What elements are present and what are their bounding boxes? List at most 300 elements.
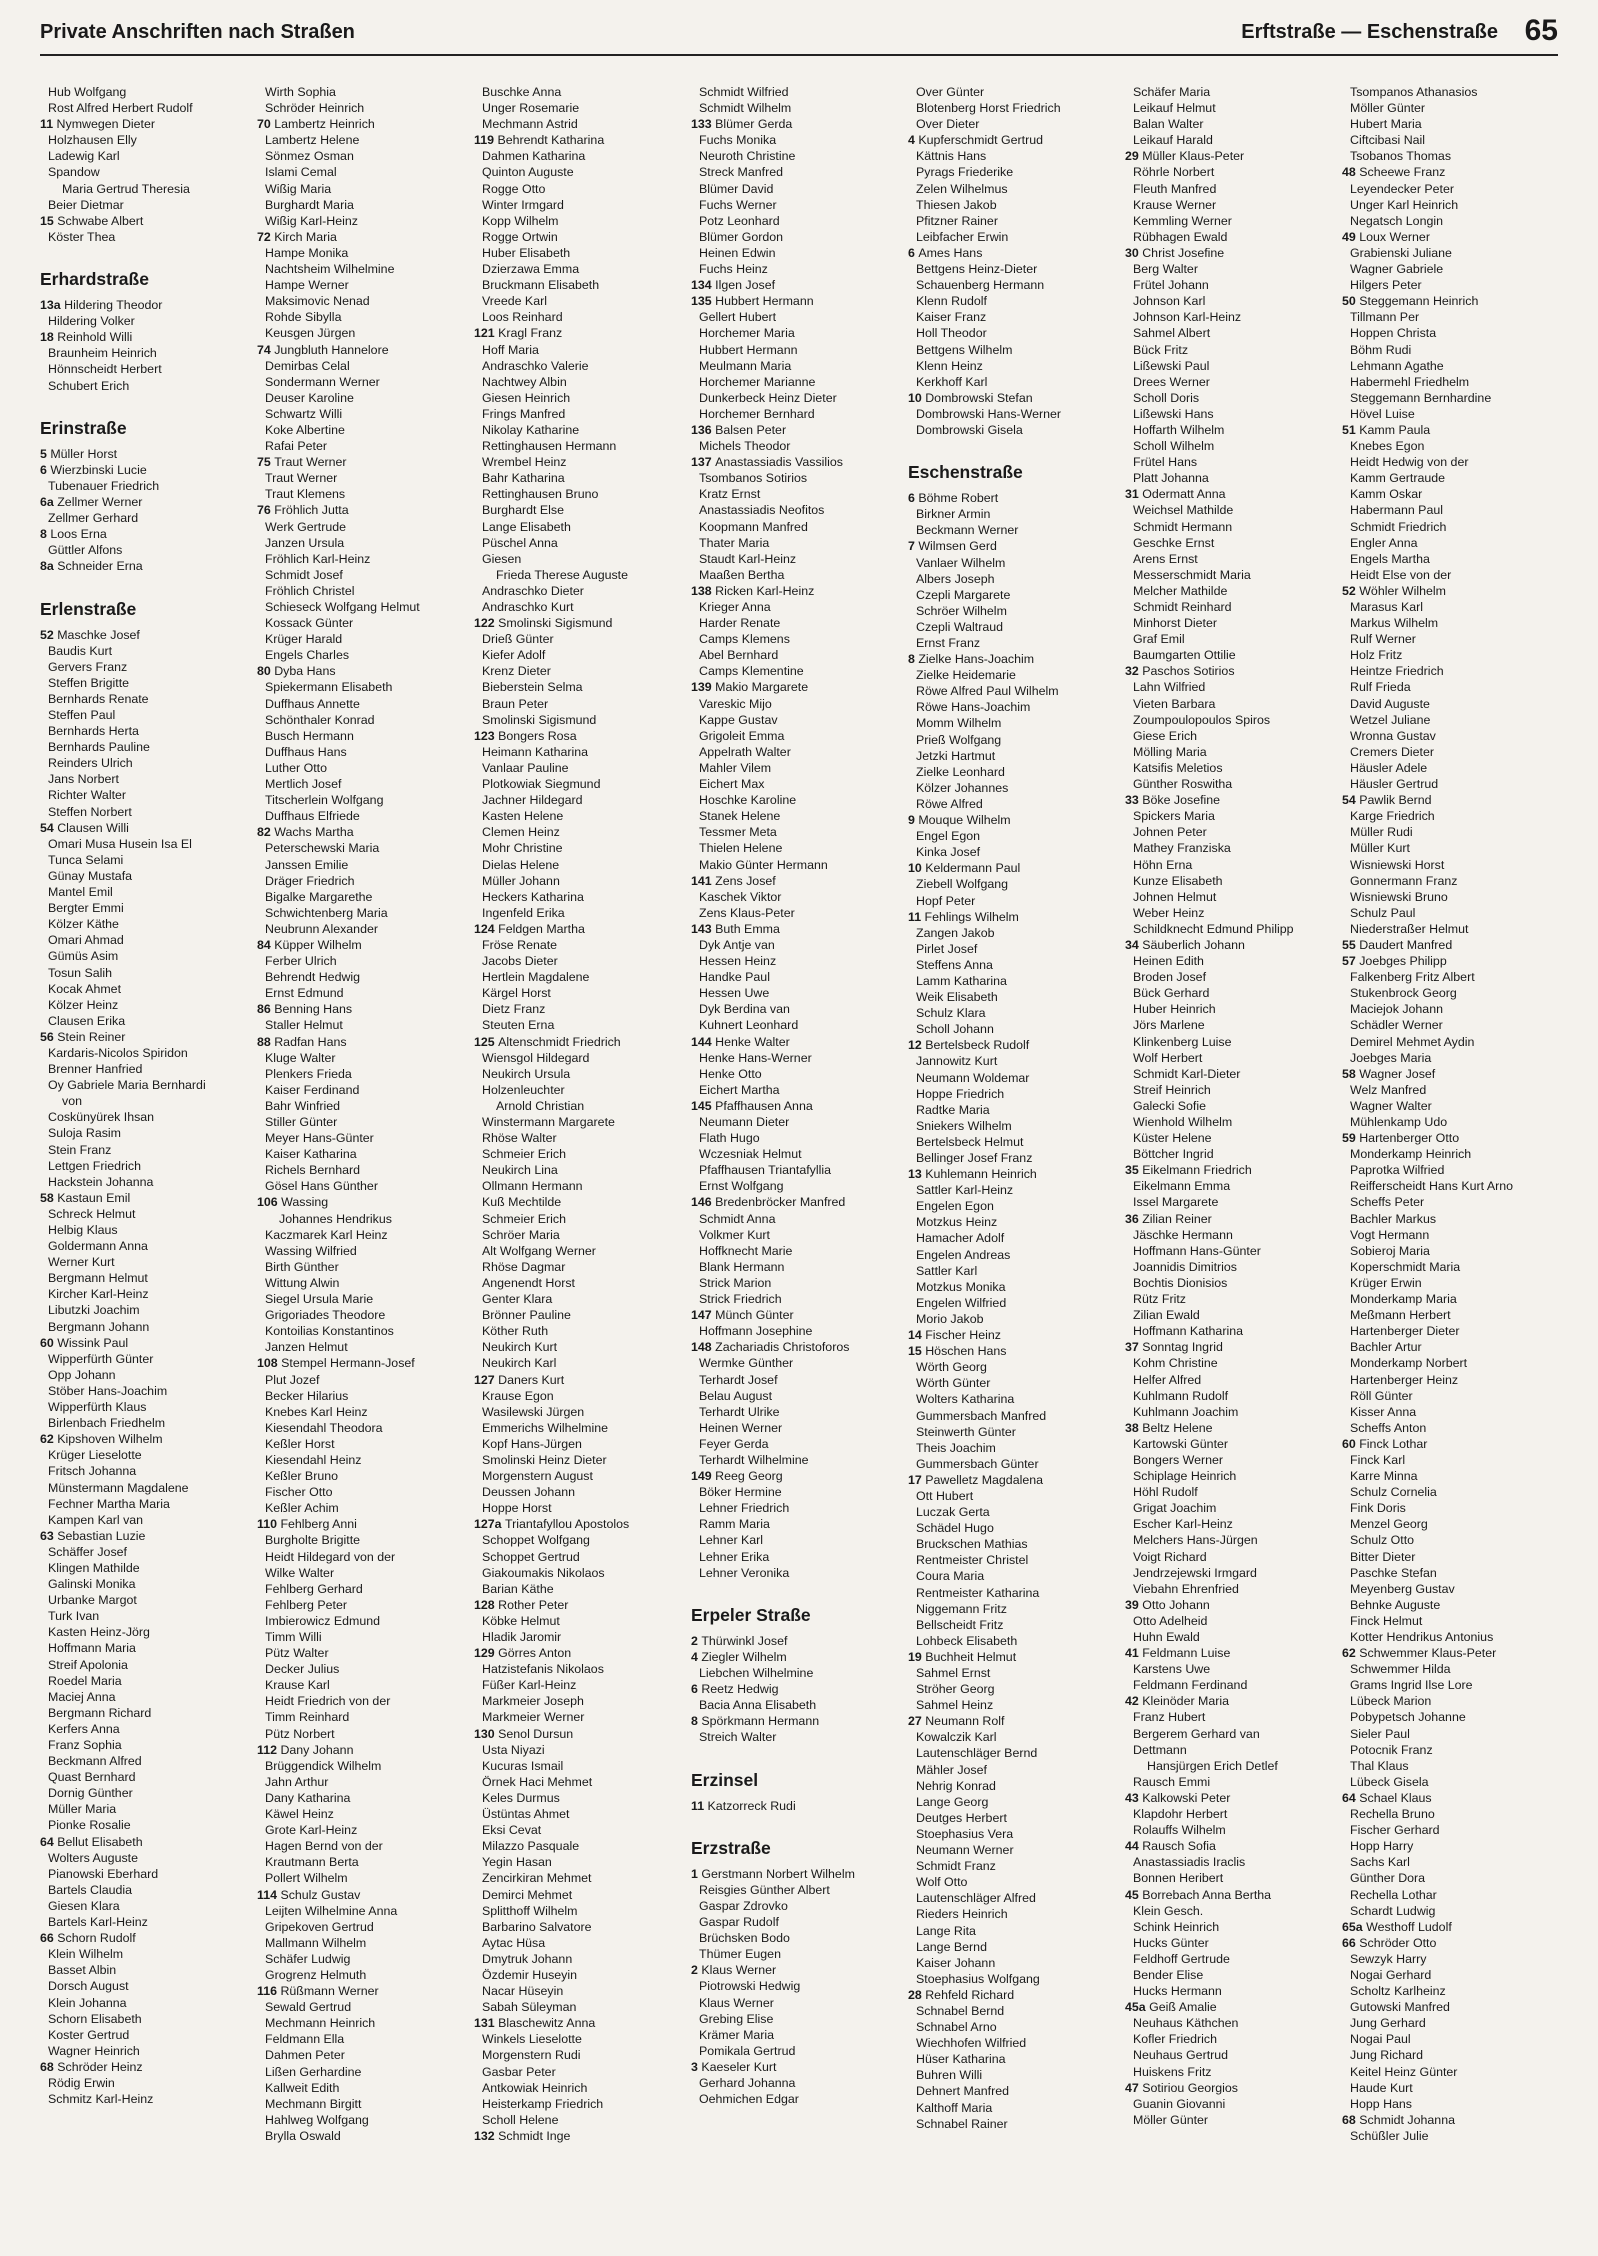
resident-name: Borrebach Anna Bertha: [1142, 1887, 1272, 1902]
resident-entry: Scholl Johann: [916, 1022, 994, 1037]
house-number: 41: [1125, 1646, 1143, 1661]
resident-name: Schröder Otto: [1359, 1935, 1437, 1950]
spacer: [691, 1581, 908, 1597]
resident-entry: Stanek Helene: [699, 809, 781, 824]
resident-entry: Vanlaer Wilhelm: [916, 555, 1006, 570]
resident-entry: Stein Franz: [48, 1142, 112, 1157]
resident-entry: Neumann Woldemar: [916, 1070, 1030, 1085]
resident-entry: Kuhnert Leonhard: [699, 1018, 799, 1033]
resident-entry: Bochtis Dionisios: [1133, 1275, 1228, 1290]
house-number: 12: [908, 1038, 926, 1053]
resident-name: Dyba Hans: [274, 664, 336, 679]
resident-entry: Joannidis Dimitrios: [1133, 1259, 1237, 1274]
resident-entry: Richter Walter: [48, 788, 127, 803]
resident-name: Blümer Gerda: [715, 117, 793, 132]
resident-entry: Wagner Gabriele: [1350, 262, 1444, 277]
resident-entry: Wisniewski Horst: [1350, 857, 1445, 872]
resident-entry: Heinen Edith: [1133, 954, 1204, 969]
resident-name: Schröder Heinz: [57, 2059, 143, 2074]
resident-name: Eikelmann Friedrich: [1142, 1163, 1252, 1178]
resident-name: Zellmer Werner: [57, 494, 143, 509]
resident-entry: [908, 860, 1125, 876]
resident-entry: Imbierowicz Edmund: [265, 1613, 381, 1628]
resident-entry: Mähler Josef: [916, 1762, 987, 1777]
house-number: 8: [691, 1714, 702, 1729]
house-number: 50: [1342, 294, 1360, 309]
resident-entry: Hoffmann Katharina: [1133, 1324, 1243, 1339]
resident-entry: Bender Elise: [1133, 1967, 1204, 1982]
house-number: 131: [474, 2016, 499, 2031]
resident-entry: [691, 679, 908, 695]
resident-entry: Rafai Peter: [265, 439, 327, 454]
resident-entry: Potz Leonhard: [699, 213, 780, 228]
resident-entry: Feldhoff Gertrude: [1133, 1951, 1230, 1966]
resident-entry: Hampe Monika: [265, 245, 349, 260]
spacer: [908, 438, 1125, 454]
directory-column: [257, 84, 474, 2244]
resident-entry: Maksimovic Nenad: [265, 294, 370, 309]
resident-entry: [1342, 1935, 1559, 1951]
resident-entry: Sahmel Albert: [1133, 326, 1211, 341]
resident-entry: Ciftcibasi Nail: [1350, 133, 1426, 148]
resident-entry: Heintze Friedrich: [1350, 664, 1444, 679]
resident-entry: Streck Manfred: [699, 165, 784, 180]
resident-entry: Böker Hermine: [699, 1485, 782, 1500]
resident-entry: [1342, 422, 1559, 438]
resident-entry: [691, 2059, 908, 2075]
house-number: 60: [40, 1335, 58, 1350]
resident-entry: Keßler Bruno: [265, 1469, 339, 1484]
resident-entry: Wolters Katharina: [916, 1392, 1015, 1407]
resident-entry: Bergerem Gerhard van: [1133, 1726, 1260, 1741]
resident-entry: [908, 1649, 1125, 1665]
resident-name: Klaus Werner: [701, 1963, 777, 1978]
resident-entry: [908, 1166, 1125, 1182]
house-number: 52: [40, 627, 58, 642]
resident-entry: Kontoilias Konstantinos: [265, 1324, 394, 1339]
resident-entry: Volkmer Kurt: [699, 1227, 770, 1242]
resident-entry: Libutzki Joachim: [48, 1303, 140, 1318]
resident-name: Reinhold Willi: [57, 330, 133, 345]
resident-entry: Sattler Karl: [916, 1263, 978, 1278]
resident-entry: Streif Heinrich: [1133, 1082, 1211, 1097]
resident-entry: Grigoleit Emma: [699, 728, 785, 743]
resident-entry: Krause Werner: [1133, 197, 1217, 212]
house-number: 39: [1125, 1597, 1143, 1612]
resident-entry: Schulz Klara: [916, 1006, 986, 1021]
resident-entry: Neukirch Karl: [482, 1356, 557, 1371]
resident-entry: [257, 229, 474, 245]
resident-entry: Tessmer Meta: [699, 825, 777, 840]
resident-entry: Heimann Katharina: [482, 744, 589, 759]
resident-entry: [40, 627, 257, 643]
resident-entry: Mantel Emil: [48, 885, 113, 900]
resident-entry: Timm Willi: [265, 1630, 322, 1644]
resident-entry: [474, 1372, 691, 1388]
resident-entry: Schmidt Reinhard: [1133, 600, 1232, 614]
resident-entry: Opp Johann: [48, 1367, 116, 1382]
resident-entry: Kocak Ahmet: [48, 981, 122, 996]
resident-entry: Jachner Hildegard: [482, 793, 583, 808]
resident-name: Sebastian Luzie: [57, 1528, 146, 1543]
resident-entry: Spiekermann Elisabeth: [265, 680, 393, 695]
resident-entry: Rulf Frieda: [1350, 680, 1411, 695]
resident-entry: Thümer Eugen: [699, 1947, 781, 1962]
resident-entry: Balan Walter: [1133, 117, 1204, 132]
resident-entry: Engelen Egon: [916, 1199, 994, 1214]
resident-entry: Buhren Willi: [916, 2068, 983, 2083]
resident-entry: Lamm Katharina: [916, 973, 1007, 988]
resident-entry: Müller Kurt: [1350, 841, 1410, 856]
house-number: 119: [474, 133, 498, 148]
resident-entry: Zielke Heidemarie: [916, 668, 1016, 683]
resident-entry: Joebges Maria: [1350, 1050, 1432, 1065]
resident-name: Daudert Manfred: [1359, 937, 1453, 952]
street-heading: Eschenstraße: [908, 462, 1023, 483]
resident-entry: Eksi Cevat: [482, 1823, 542, 1838]
resident-entry: Titscherlein Wolfgang: [265, 793, 384, 808]
resident-entry: [40, 462, 257, 478]
resident-entry: Burghardt Maria: [265, 197, 354, 212]
resident-entry: Harder Renate: [699, 616, 781, 631]
house-number: 56: [40, 1029, 58, 1044]
resident-entry: Gerhard Johanna: [699, 2075, 796, 2090]
resident-entry: Deuser Karoline: [265, 390, 354, 405]
resident-entry: Kamm Oskar: [1350, 487, 1423, 502]
resident-entry: Kasten Helene: [482, 809, 564, 824]
resident-entry: Neukirch Ursula: [482, 1066, 571, 1081]
resident-entry: [908, 538, 1125, 554]
resident-entry: Dietz Franz: [482, 1002, 546, 1017]
resident-entry: [691, 277, 908, 293]
resident-entry: Krenz Dieter: [482, 664, 551, 679]
resident-entry: Kopp Wilhelm: [482, 213, 559, 228]
resident-entry: Voigt Richard: [1133, 1549, 1207, 1564]
resident-entry: Ernst Edmund: [265, 986, 344, 1001]
resident-entry: Wiechhofen Wilfried: [916, 2036, 1027, 2051]
resident-name: Ziegler Wilhelm: [701, 1649, 787, 1664]
house-number: 143: [691, 921, 716, 936]
resident-entry: Gervers Franz: [48, 659, 128, 674]
street-heading: Erinstraße: [40, 417, 127, 438]
house-number: 19: [908, 1649, 926, 1664]
resident-entry: Markmeier Werner: [482, 1710, 585, 1725]
resident-entry: Örnek Haci Mehmet: [482, 1774, 593, 1789]
resident-entry: Neumann Werner: [916, 1843, 1014, 1858]
resident-entry: Dyk Berdina van: [699, 1002, 790, 1017]
house-number: 34: [1125, 937, 1143, 952]
resident-entry: Kaiser Franz: [916, 310, 987, 325]
resident-name: Böke Josefine: [1142, 793, 1221, 808]
resident-entry: Duffhaus Elfriede: [265, 809, 360, 824]
resident-name: Westhoff Ludolf: [1366, 1919, 1452, 1934]
resident-entry: Paschke Stefan: [1350, 1565, 1437, 1580]
resident-entry: Bergter Emmi: [48, 901, 124, 916]
resident-entry: Demirel Mehmet Aydin: [1350, 1034, 1475, 1049]
resident-entry: Hüser Katharina: [916, 2052, 1006, 2067]
resident-entry: [474, 921, 691, 937]
resident-entry: Kartowski Günter: [1133, 1436, 1229, 1451]
resident-name: Pawlik Bernd: [1359, 793, 1432, 808]
resident-name: Altenschmidt Friedrich: [498, 1034, 621, 1049]
resident-entry: [691, 1962, 908, 1978]
resident-entry: Busch Hermann: [265, 728, 354, 743]
resident-entry: [474, 1034, 691, 1050]
resident-name: Blaschewitz Anna: [498, 2016, 596, 2031]
resident-entry: Hucks Hermann: [1133, 1984, 1222, 1999]
resident-entry: Kratz Ernst: [699, 487, 761, 502]
resident-entry: Meyer Hans-Günter: [265, 1131, 374, 1146]
house-number: 123: [474, 728, 499, 743]
resident-entry: Leikauf Helmut: [1133, 101, 1216, 116]
resident-entry: Böttcher Ingrid: [1133, 1147, 1214, 1162]
resident-entry: Feldmann Ferdinand: [1133, 1678, 1248, 1693]
resident-entry: [257, 116, 474, 132]
resident-entry: Heidt Else von der: [1350, 567, 1452, 582]
resident-entry: Scholl Helene: [482, 2112, 559, 2127]
house-number: 139: [691, 680, 716, 695]
resident-entry: Krause Karl: [265, 1678, 330, 1693]
resident-entry: [40, 494, 257, 510]
resident-name: Triantafyllou Apostolos: [505, 1517, 630, 1532]
house-number: 149: [691, 1469, 716, 1484]
resident-entry: Franz Hubert: [1133, 1710, 1206, 1725]
resident-entry: Bruckmann Elisabeth: [482, 278, 600, 293]
resident-entry: Wilke Walter: [265, 1565, 335, 1580]
resident-name: Säuberlich Johann: [1142, 937, 1245, 952]
resident-entry: [691, 454, 908, 470]
resident-entry: Eikelmann Emma: [1133, 1179, 1231, 1194]
house-number: 17: [908, 1472, 926, 1487]
resident-entry: [40, 1834, 257, 1850]
resident-entry: Gümüs Asim: [48, 949, 119, 964]
resident-entry: Jetzki Hartmut: [916, 748, 996, 763]
house-number: 58: [1342, 1066, 1360, 1081]
resident-entry: Feyer Gerda: [699, 1436, 769, 1451]
resident-entry: Bachler Markus: [1350, 1211, 1437, 1226]
resident-entry: Keßler Achim: [265, 1501, 339, 1516]
resident-entry: Ziebell Wolfgang: [916, 877, 1009, 892]
resident-entry: [257, 1034, 474, 1050]
resident-entry: Plotkowiak Siegmund: [482, 777, 601, 792]
resident-entry: Müller Johann: [482, 873, 560, 888]
resident-entry: Zelen Wilhelmus: [916, 181, 1008, 196]
resident-entry: Spickers Maria: [1133, 809, 1215, 824]
resident-entry: [908, 909, 1125, 925]
resident-name: Müller Klaus-Peter: [1142, 149, 1245, 164]
resident-entry: Özdemir Huseyin: [482, 1967, 578, 1982]
resident-entry: Engler Anna: [1350, 535, 1418, 550]
house-number: 127: [474, 1372, 499, 1387]
resident-entry: [1342, 937, 1559, 953]
resident-entry: Andraschko Dieter: [482, 583, 584, 598]
resident-entry: Mertlich Josef: [265, 777, 342, 792]
street-range: Erftstraße — Eschenstraße: [1241, 21, 1498, 43]
resident-entry: Schmidt Wilhelm: [699, 101, 792, 116]
resident-entry: Jung Richard: [1350, 2048, 1424, 2063]
resident-name: Loux Werner: [1359, 229, 1430, 244]
resident-entry: Müller Maria: [48, 1802, 117, 1817]
resident-entry: Jäschke Hermann: [1133, 1227, 1233, 1242]
house-number: 6: [908, 491, 919, 506]
resident-name: Schulz Gustav: [280, 1887, 361, 1902]
resident-entry: Hubert Maria: [1350, 117, 1422, 132]
resident-entry: Tunca Selami: [48, 852, 124, 867]
resident-entry: Markmeier Joseph: [482, 1694, 584, 1709]
resident-entry: Krämer Maria: [699, 2027, 775, 2042]
resident-entry: Günay Mustafa: [48, 868, 133, 883]
resident-entry: Monderkamp Maria: [1350, 1292, 1457, 1307]
resident-entry: Vanlaar Pauline: [482, 760, 569, 775]
resident-entry: Rolauffs Wilhelm: [1133, 1823, 1226, 1838]
resident-entry: Bieberstein Selma: [482, 680, 583, 695]
resident-entry: Kisser Anna: [1350, 1404, 1417, 1419]
resident-entry: Hoff Maria: [482, 342, 539, 357]
street-heading: Erpeler Straße: [691, 1604, 811, 1625]
house-number: 8: [40, 527, 51, 542]
resident-entry: Wörth Günter: [916, 1376, 991, 1391]
resident-entry: Mölling Maria: [1133, 744, 1207, 759]
house-number: 33: [1125, 793, 1143, 808]
resident-entry: Hilgers Peter: [1350, 278, 1422, 293]
resident-name: Reetz Hedwig: [701, 1682, 779, 1697]
resident-entry: Sachs Karl: [1350, 1855, 1410, 1870]
resident-entry: Pomikala Gertrud: [699, 2043, 796, 2058]
house-number: 145: [691, 1098, 716, 1113]
resident-name: Rüßmann Werner: [280, 1984, 379, 1999]
resident-entry: Bellscheidt Fritz: [916, 1617, 1004, 1632]
house-number: 55: [1342, 937, 1360, 952]
resident-entry: [908, 812, 1125, 828]
resident-entry: Huiskens Fritz: [1133, 2064, 1212, 2079]
resident-name: Anastassiadis Vassilios: [715, 455, 843, 470]
resident-entry: [257, 663, 474, 679]
directory-column: [1342, 84, 1559, 2244]
resident-entry: Bertelsbeck Helmut: [916, 1134, 1024, 1149]
resident-entry: Pionke Rosalie: [48, 1818, 131, 1833]
resident-entry: Bahr Katharina: [482, 471, 565, 486]
resident-name: Daners Kurt: [498, 1372, 565, 1387]
resident-entry: Karre Minna: [1350, 1469, 1418, 1484]
house-number: 58: [40, 1190, 58, 1205]
resident-entry: Kölzer Käthe: [48, 917, 119, 932]
resident-entry: Gasbar Peter: [482, 2064, 556, 2079]
resident-entry: Fuchs Heinz: [699, 262, 768, 277]
resident-name: Steggemann Heinrich: [1359, 294, 1479, 309]
resident-entry: [474, 1645, 691, 1661]
resident-name: Nymwegen Dieter: [56, 117, 156, 132]
resident-entry: Negatsch Longin: [1350, 213, 1443, 228]
resident-entry: Smolinski Sigismund: [482, 712, 597, 727]
resident-entry: [1342, 1066, 1559, 1082]
resident-entry: Kiesendahl Theodora: [265, 1420, 383, 1435]
resident-entry: Mechmann Heinrich: [265, 2016, 376, 2031]
resident-entry: Horchemer Marianne: [699, 374, 816, 389]
resident-entry: Alt Wolfgang Werner: [482, 1243, 596, 1258]
resident-entry: Möller Günter: [1133, 2112, 1209, 2127]
resident-entry: Horchemer Maria: [699, 326, 795, 341]
resident-entry: [1125, 792, 1342, 808]
house-number: 138: [691, 583, 716, 598]
resident-entry: Krieger Anna: [699, 600, 771, 614]
resident-entry: Köster Thea: [48, 229, 116, 244]
resident-entry: Holz Fritz: [1350, 648, 1403, 663]
resident-entry: Fritsch Johanna: [48, 1464, 137, 1479]
house-number: 116: [257, 1984, 281, 1999]
resident-entry: [1125, 1887, 1342, 1903]
resident-entry: Menzel Georg: [1350, 1517, 1428, 1532]
resident-entry: Frieda Therese Auguste: [496, 567, 629, 582]
house-number: 147: [691, 1308, 716, 1323]
resident-entry: Krautmann Berta: [265, 1855, 359, 1870]
resident-entry: Dornig Günther: [48, 1786, 133, 1801]
house-number: 18: [40, 330, 58, 345]
house-number: 49: [1342, 229, 1360, 244]
resident-entry: Tsombanos Sotirios: [699, 471, 808, 486]
resident-entry: Pobypetsch Johanne: [1350, 1710, 1466, 1725]
resident-entry: Timm Reinhard: [265, 1710, 350, 1725]
resident-entry: Schulz Cornelia: [1350, 1485, 1437, 1500]
house-number: 82: [257, 825, 275, 840]
resident-entry: Gonnermann Franz: [1350, 873, 1458, 888]
resident-entry: Brüchsken Bodo: [699, 1931, 790, 1946]
resident-name: Hartenberger Otto: [1359, 1131, 1460, 1146]
resident-entry: Nachtsheim Wilhelmine: [265, 262, 395, 277]
resident-entry: [257, 1001, 474, 1017]
resident-entry: Winkels Lieselotte: [482, 2032, 582, 2047]
resident-name: Kaeseler Kurt: [701, 2059, 777, 2074]
resident-entry: Kinka Josef: [916, 845, 981, 860]
resident-entry: Liebchen Wilhelmine: [699, 1666, 814, 1680]
resident-entry: Otto Adelheid: [1133, 1613, 1208, 1628]
resident-entry: Gutowski Manfred: [1350, 2000, 1450, 2015]
resident-entry: Wisniewski Bruno: [1350, 889, 1448, 904]
resident-entry: Hövel Luise: [1350, 406, 1415, 421]
resident-entry: Jans Norbert: [48, 772, 119, 787]
house-number: 54: [40, 820, 58, 835]
resident-entry: Engelen Andreas: [916, 1247, 1011, 1262]
resident-entry: Kowalczik Karl: [916, 1730, 997, 1745]
resident-entry: [691, 1339, 908, 1355]
resident-entry: [1125, 486, 1342, 502]
house-number: 66: [40, 1931, 58, 1946]
resident-entry: Klingen Mathilde: [48, 1560, 140, 1575]
resident-entry: Pianowski Eberhard: [48, 1866, 159, 1881]
resident-entry: Markus Wilhelm: [1350, 616, 1439, 631]
resident-entry: Scheffs Anton: [1350, 1420, 1427, 1435]
resident-entry: Vareskic Mijo: [699, 696, 772, 711]
resident-entry: Nikolay Katharine: [482, 422, 580, 437]
resident-entry: Bück Gerhard: [1133, 986, 1210, 1001]
resident-entry: Hoffmann Josephine: [699, 1324, 813, 1339]
resident-entry: Burgholte Brigitte: [265, 1533, 361, 1548]
resident-name: Kleinöder Maria: [1142, 1694, 1230, 1709]
resident-entry: Staudt Karl-Heinz: [699, 551, 797, 566]
resident-entry: Beckmann Alfred: [48, 1754, 142, 1769]
resident-entry: Burghardt Else: [482, 503, 564, 518]
resident-entry: Röwe Alfred Paul Wilhelm: [916, 684, 1059, 699]
resident-entry: Lehner Veronika: [699, 1565, 790, 1580]
house-number: 43: [1125, 1790, 1143, 1805]
resident-entry: Schäffer Josef: [48, 1544, 127, 1559]
resident-entry: [40, 1335, 257, 1351]
resident-entry: [474, 132, 691, 148]
resident-entry: [691, 1798, 908, 1814]
house-number: 76: [257, 503, 275, 518]
resident-entry: Hansjürgen Erich Detlef: [1147, 1758, 1278, 1773]
house-number: 47: [1125, 2080, 1143, 2095]
resident-entry: [474, 2128, 691, 2144]
